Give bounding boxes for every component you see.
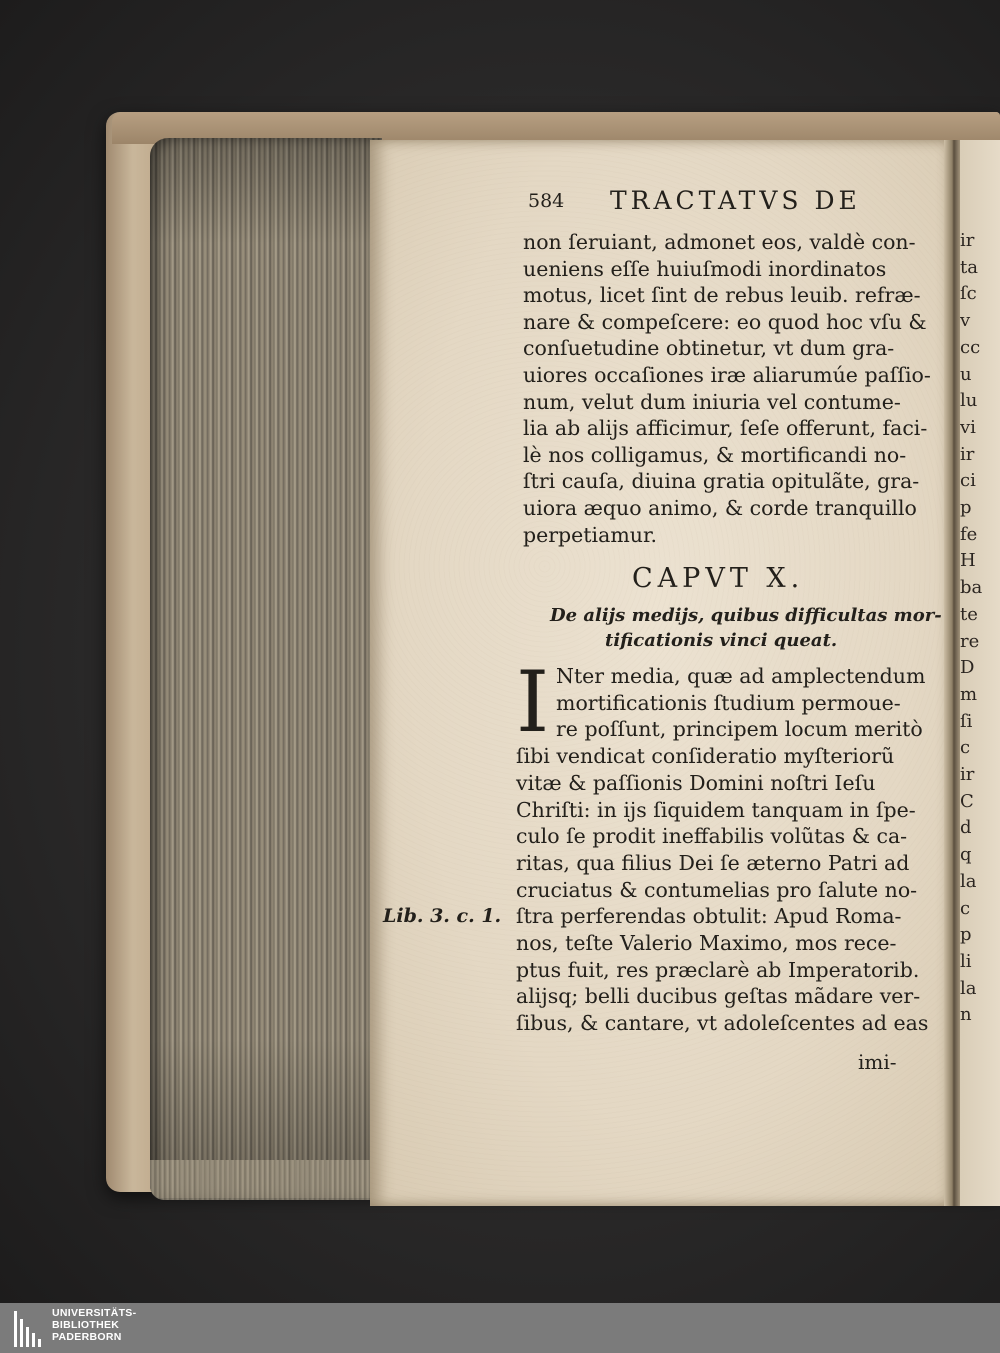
- right-page-fragment: H: [960, 550, 976, 572]
- paragraph-line: culo ſe prodit ineffabilis volũtas & ca-: [516, 824, 908, 849]
- paragraph-line: ſibus, & cantare, vt adoleſcentes ad eas: [516, 1011, 929, 1036]
- right-page-fragment: ſi: [960, 710, 973, 732]
- text-line: ueniens eſſe huiuſmodi inordinatos: [523, 256, 887, 281]
- right-page-fragment: C: [960, 790, 974, 812]
- drop-cap: I: [516, 653, 550, 751]
- library-name: [52, 1307, 136, 1343]
- text-line: perpetiamur.: [523, 522, 658, 547]
- page-number: 584: [528, 190, 565, 212]
- right-page-fragment: re: [960, 630, 980, 652]
- paragraph-line: Nter media, quæ ad amplectendum: [556, 664, 926, 688]
- chapter-subtitle-line-2: tificationis vinci queat.: [605, 630, 838, 651]
- text-line: ſtri cauſa, diuina gratia opitulãte, gra-: [523, 469, 920, 494]
- text-line: nare & compeſcere: eo quod hoc vſu &: [523, 309, 927, 334]
- right-page-edge: [960, 140, 1000, 1206]
- right-page-fragment: q: [960, 844, 972, 866]
- right-page-fragment: u: [960, 363, 972, 385]
- paragraph-line: ptus fuit, res præclarè ab Imperatorib.: [516, 957, 920, 982]
- right-page-fragment: D: [960, 657, 975, 679]
- right-page-fragment: ſc: [960, 283, 977, 305]
- paragraph-line: ſibi vendicat conſideratio myſteriorũ: [516, 744, 895, 769]
- right-page-fragment: te: [960, 603, 978, 625]
- text-line: lè nos colligamus, & mortificandi no-: [523, 442, 907, 467]
- right-page-fragment: la: [960, 977, 977, 999]
- right-page-fragment: ir: [960, 764, 975, 785]
- text-line: num, velut dum iniuria vel contume-: [523, 389, 901, 414]
- right-page-fragment: n: [960, 1004, 972, 1026]
- chapter-heading: CAPVT X.: [632, 563, 805, 594]
- text-line: lia ab alijs afficimur, ſeſe offerunt, faci-: [523, 416, 928, 441]
- margin-note: Lib. 3. c. 1.: [383, 905, 502, 927]
- page-block-fore-edge: [150, 138, 382, 1198]
- text-line: non ſeruiant, admonet eos, valdè con-: [523, 230, 916, 254]
- footer-bar: [0, 1303, 1000, 1353]
- paragraph-line: Chriſti: in ijs ſiquidem tanquam in ſpe-: [516, 797, 916, 822]
- paragraph-line: cruciatus & contumelias pro ſalute no-: [516, 877, 918, 902]
- paragraph-line: re poſſunt, principem locum meritò: [556, 717, 923, 742]
- catchword: imi-: [858, 1050, 897, 1074]
- library-name-line-1: UNIVERSITÄTS-: [52, 1307, 137, 1319]
- running-title: TRACTATVS DE: [610, 186, 861, 215]
- paragraph-line: alijsq; belli ducibus geſtas mãdare ver-: [516, 984, 921, 1009]
- right-page-fragment: c: [960, 897, 971, 919]
- text-line: uiores occaſiones iræ aliarumúe paſſio-: [523, 363, 931, 387]
- right-page-fragment: vi: [960, 416, 976, 438]
- text-line: conſuetudine obtinetur, vt dum gra-: [523, 336, 895, 361]
- right-page-fragment: ba: [960, 577, 983, 599]
- right-page-fragment: li: [960, 950, 972, 972]
- library-logo-icon: [14, 1311, 44, 1347]
- library-name-line-2: BIBLIOTHEK: [52, 1319, 120, 1331]
- right-page-fragment: p: [960, 497, 972, 518]
- paragraph-line: ritas, qua filius Dei ſe æterno Patri ad: [516, 850, 910, 875]
- paragraph-line: nos, teſte Valerio Maximo, mos rece-: [516, 931, 897, 955]
- right-page-fragment: lu: [960, 390, 978, 412]
- text-line: motus, licet ſint de rebus leuib. refræ-: [523, 283, 921, 308]
- paragraph-line: ſtra perferendas obtulit: Apud Roma-: [516, 904, 902, 929]
- right-page-fragment: la: [960, 870, 977, 892]
- paragraph-line: vitæ & paſſionis Domini noſtri Ieſu: [516, 770, 876, 795]
- right-page-fragment: d: [960, 817, 972, 839]
- right-page-fragment: ir: [960, 443, 975, 465]
- right-page-fragment: ta: [960, 256, 978, 278]
- right-page-fragment: ci: [960, 470, 976, 492]
- right-page-fragment: cc: [960, 336, 981, 358]
- paragraph-line: mortificationis ſtudium permoue-: [556, 690, 901, 715]
- library-name-line-3: PADERBORN: [52, 1331, 122, 1343]
- right-page-fragment: c: [960, 737, 971, 759]
- page-block-bottom: [150, 1160, 382, 1200]
- chapter-subtitle-line-1: De alijs medijs, quibus difficultas mor-: [550, 605, 942, 626]
- right-page-fragment: p: [960, 924, 972, 946]
- right-page-fragment: ir: [960, 230, 975, 251]
- right-page-fragment: m: [960, 683, 978, 705]
- right-page-fragment: v: [960, 310, 971, 332]
- text-line: uiora æquo animo, & corde tranquillo: [523, 496, 917, 520]
- right-page-fragment: fe: [960, 523, 978, 545]
